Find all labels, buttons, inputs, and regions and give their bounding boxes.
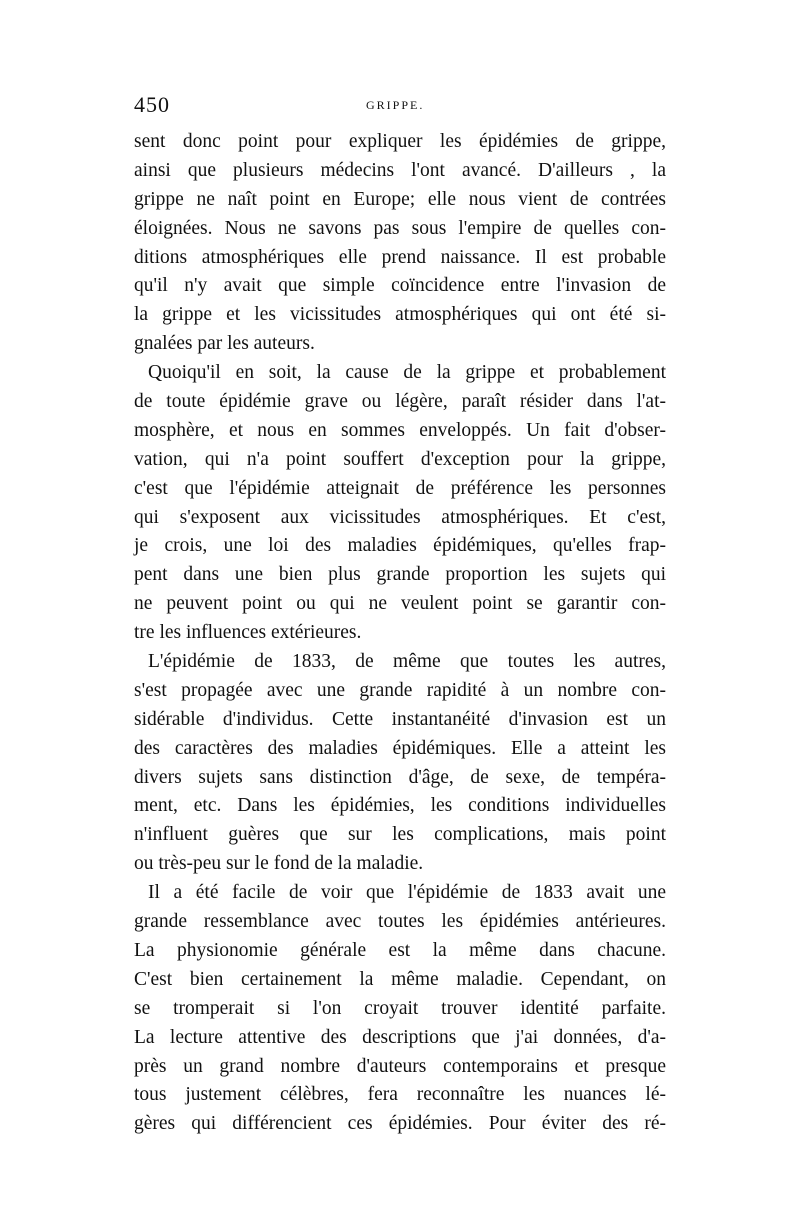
running-head: GRIPPE. (366, 98, 425, 112)
text-line: sidérable d'individus. Cette instantanéité d'invasion est un (134, 708, 666, 730)
paragraph-first-line: Quoiqu'il en soit, la cause de la grippe et probablement (148, 362, 666, 384)
page-number: 450 (134, 92, 170, 117)
text-line: grande ressemblance avec toutes les épidémies antérieures. (134, 911, 666, 933)
text-line: ment, etc. Dans les épidémies, les conditions individuelles (134, 795, 666, 817)
text-line: divers sujets sans distinction d'âge, de sexe, de tempéra- (134, 766, 666, 788)
text-line: ou très-peu sur le fond de la maladie. (134, 853, 424, 875)
text-line: ainsi que plusieurs médecins l'ont avancé. D'ailleurs , la (134, 159, 666, 181)
text-line: c'est que l'épidémie atteignait de préférence les personnes (134, 477, 666, 499)
text-line: mosphère, et nous en sommes enveloppés. Un fait d'obser- (134, 419, 666, 441)
paragraph-first-line: Il a été facile de voir que l'épidémie de 1833 avait une (148, 882, 666, 904)
text-line: La lecture attentive des descriptions que j'ai données, d'a- (134, 1026, 666, 1048)
text-line: qui s'exposent aux vicissitudes atmosphériques. Et c'est, (134, 506, 666, 528)
text-line: s'est propagée avec une grande rapidité à un nombre con- (134, 679, 666, 701)
text-line: ne peuvent point ou qui ne veulent point se garantir con- (134, 593, 666, 615)
text-line: gères qui différencient ces épidémies. Pour éviter des ré- (134, 1113, 666, 1135)
text-line: tre les influences extérieures. (134, 622, 362, 644)
text-line: sent donc point pour expliquer les épidémies de grippe, (134, 131, 666, 152)
paragraph-first-line: L'épidémie de 1833, de même que toutes les autres, (148, 651, 666, 673)
text-line: se tromperait si l'on croyait trouver identité parfaite. (134, 997, 666, 1019)
text-line: La physionomie générale est la même dans chacune. (134, 939, 666, 961)
text-line: de toute épidémie grave ou légère, paraît résider dans l'at- (134, 391, 666, 413)
text-line: des caractères des maladies épidémiques. Elle a atteint les (134, 737, 666, 759)
body-text (134, 128, 666, 1139)
text-line: la grippe et les vicissitudes atmosphériques qui ont été si- (134, 304, 666, 326)
text-line: gnalées par les auteurs. (134, 333, 315, 355)
text-line: C'est bien certainement la même maladie. Cependant, on (134, 968, 666, 990)
text-line: près un grand nombre d'auteurs contemporains et presque (134, 1055, 666, 1077)
text-line: tous justement célèbres, fera reconnaître les nuances lé- (134, 1084, 666, 1106)
text-line: n'influent guères que sur les complications, mais point (134, 824, 666, 846)
text-line: qu'il n'y avait que simple coïncidence entre l'invasion de (134, 275, 666, 297)
text-line: grippe ne naît point en Europe; elle nous vient de contrées (134, 188, 666, 210)
text-line: ditions atmosphériques elle prend naissance. Il est probable (134, 246, 666, 268)
page-header (134, 92, 666, 122)
text-line: pent dans une bien plus grande proportion les sujets qui (134, 564, 666, 586)
text-line: éloignées. Nous ne savons pas sous l'empire de quelles con- (134, 217, 666, 239)
text-line: je crois, une loi des maladies épidémiques, qu'elles frap- (134, 535, 666, 557)
text-line: vation, qui n'a point souffert d'exception pour la grippe, (134, 448, 666, 470)
